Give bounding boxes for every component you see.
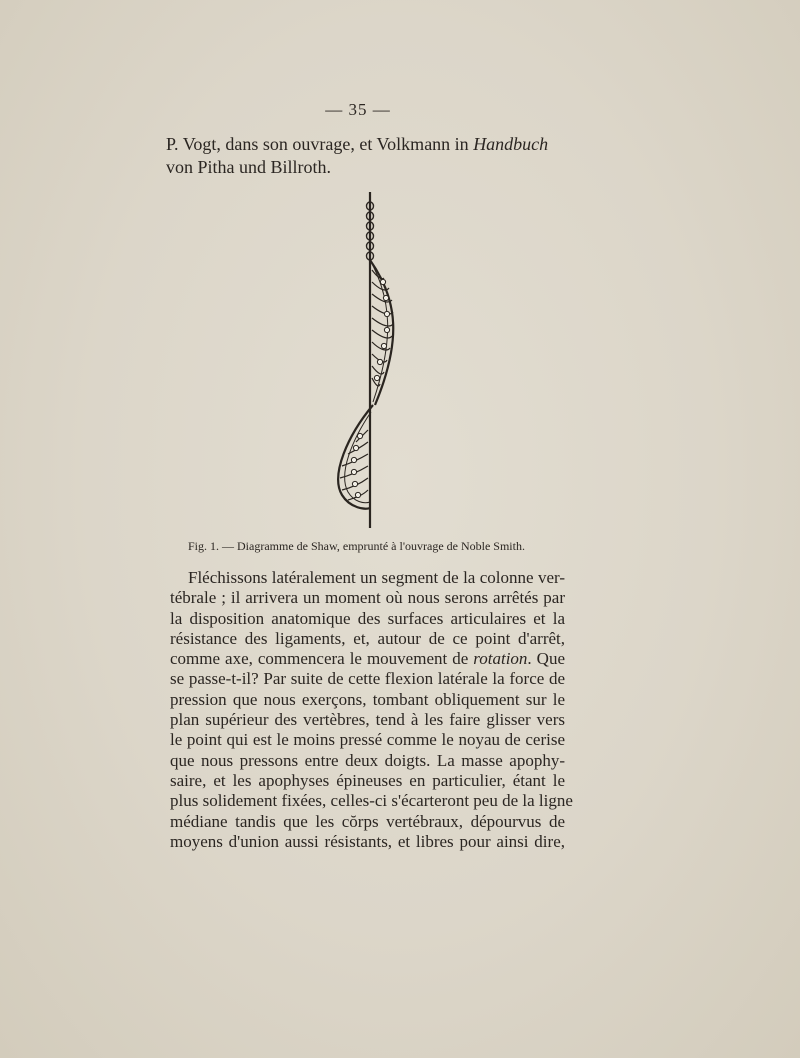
paragraph-line: médiane tandis que les cŏrps vertébraux, dépourvus de [170, 811, 565, 831]
intro-text [166, 133, 566, 179]
paragraph-line: se passe-t-il? Par suite de cette flexion latérale la force de [170, 669, 565, 689]
shaw-diagram [320, 190, 420, 530]
paragraph-line: le point qui est le moins pressé comme le noyau de cerise [170, 730, 565, 750]
paragraph-line: résistance des ligaments, et, autour de ce point d'arrêt, [170, 628, 565, 648]
italic-rotation: rotation [473, 649, 528, 669]
paragraph-line: la disposition anatomique des surfaces articulaires et la [170, 608, 565, 628]
paragraph-line: tébrale ; il arrivera un moment où nous serons arrêtés par [170, 588, 565, 608]
body-paragraph [170, 568, 573, 852]
intro-line-1 [166, 133, 566, 156]
intro-italic-title: Handbuch [473, 134, 549, 154]
intro-line-1-text: P. Vogt, dans son ouvrage, et Volkmann in [166, 134, 474, 154]
paragraph-line: plus solidement fixées, celles-ci s'écarteront peu de la ligne [170, 791, 573, 811]
paragraph-line: Fléchissons latéralement un segment de la colonne ver- [188, 568, 565, 587]
intro-line-2: von Pitha und Billroth. [166, 157, 332, 177]
paragraph-line: pression que nous exerçons, tombant obliquement sur le [170, 689, 565, 709]
paragraph-line-5-before: comme axe, commencera le mouvement de [170, 649, 474, 669]
spine-rotation-diagram-illustration [320, 190, 420, 530]
lower-ribs [340, 430, 368, 500]
figure-caption: Fig. 1. — Diagramme de Shaw, emprunté à l'ouvrage de Noble Smith. [188, 539, 525, 553]
paragraph-line: plan supérieur des vertèbres, tend à les faire glisser vers [170, 710, 565, 730]
paragraph-line: saire, et les apophyses épineuses en particulier, étant le [170, 770, 565, 790]
paragraph-line-rotation [170, 649, 565, 669]
page-number: — 35 — [325, 100, 391, 119]
paragraph-line: que nous pressons entre deux doigts. La masse apophy- [170, 750, 565, 770]
paragraph-line: moyens d'union aussi résistants, et libres pour ainsi dire, [170, 831, 565, 851]
paragraph-line-5-after: . Que [527, 649, 565, 669]
